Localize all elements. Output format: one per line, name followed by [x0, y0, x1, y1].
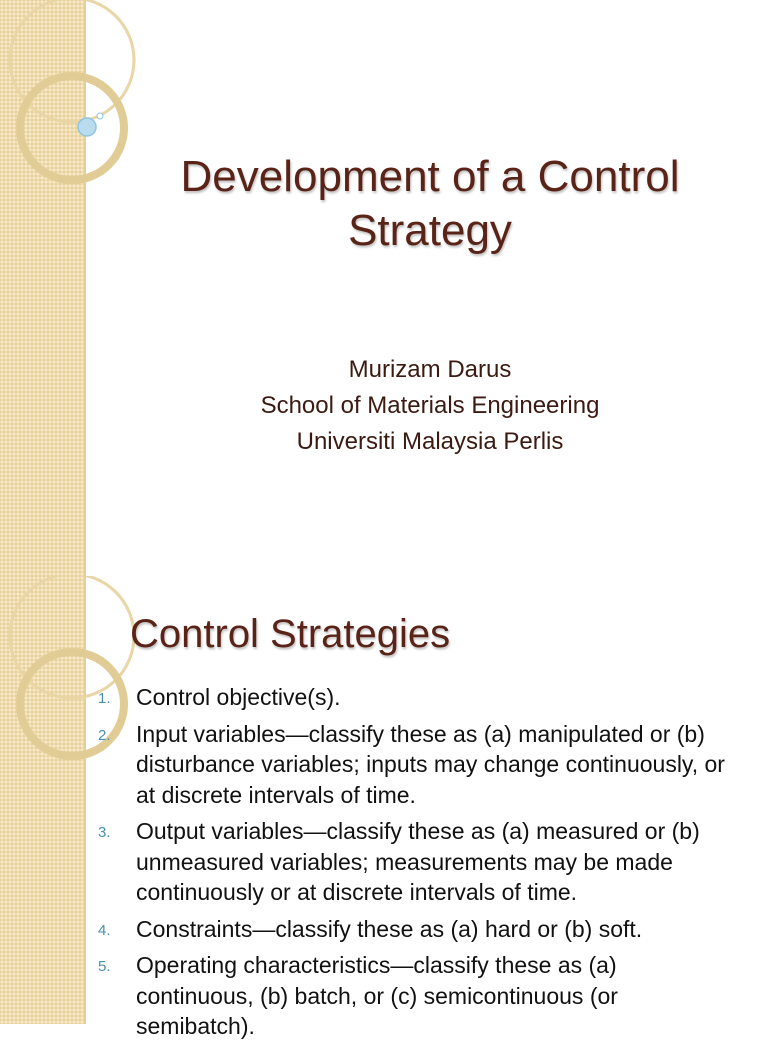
list-item	[0, 816, 768, 908]
strategy-list	[0, 682, 768, 1048]
list-number: 4.	[98, 921, 111, 939]
bubble-large	[78, 118, 96, 136]
list-item	[0, 682, 768, 713]
list-item	[0, 914, 768, 945]
list-text: Control objective(s).	[136, 684, 341, 710]
list-text: Input variables—classify these as (a) manipulated or (b) disturbance variables; inputs may change continuously, or at discrete intervals of time.	[136, 720, 725, 808]
school-name: School of Materials Engineering	[260, 392, 600, 419]
bubble-small	[97, 113, 103, 119]
slide-heading: Control Strategies	[130, 612, 451, 656]
list-number: 2.	[98, 726, 111, 744]
title-line-1: Development of a Control	[180, 152, 680, 201]
slide-title-text	[130, 150, 730, 258]
list-number: 3.	[98, 824, 111, 841]
university-name: Universiti Malaysia Perlis	[296, 428, 564, 455]
list-item	[0, 719, 768, 811]
list-text: Operating characteristics—classify these as (a) continuous, (b) batch, or (c) semicontinuous (or semibatch).	[136, 952, 618, 1039]
title-line-2: Strategy	[348, 206, 512, 255]
list-item	[0, 950, 768, 1042]
subtitle-block	[130, 352, 730, 460]
ring-inner	[20, 76, 124, 180]
list-text: Constraints—classify these as (a) hard or (b) soft.	[136, 915, 643, 942]
author-name: Murizam Darus	[348, 356, 512, 383]
list-text: Output variables—classify these as (a) measured or (b) unmeasured variables; measurements may be made continuously or at discrete intervals of time.	[136, 818, 700, 905]
list-number: 1.	[98, 690, 111, 707]
list-number: 5.	[98, 958, 111, 975]
